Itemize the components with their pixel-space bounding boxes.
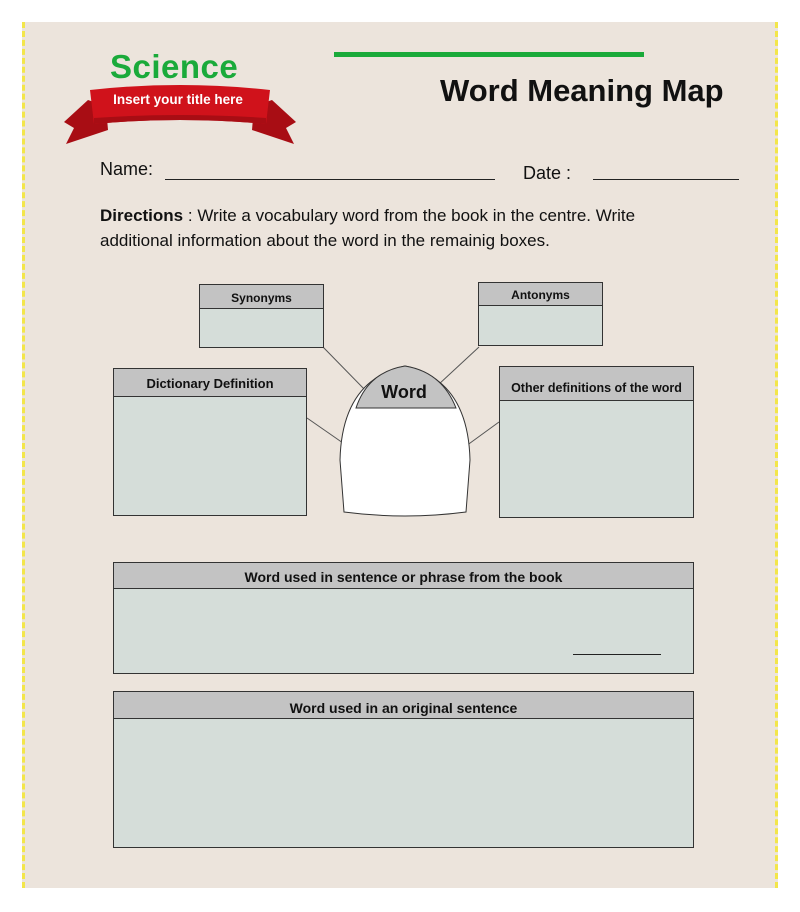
sentence-from-book-header: Word used in sentence or phrase from the book [114,563,693,589]
synonyms-box[interactable] [199,284,324,348]
subject-title: Science [110,48,239,85]
center-word-label: Word [381,382,427,402]
directions-label: Directions [100,206,184,225]
other-definitions-box[interactable] [499,366,694,518]
synonyms-header: Synonyms [200,285,323,309]
page-title: Word Meaning Map [440,73,724,108]
sentence-from-book-box[interactable] [113,562,694,674]
dictionary-definition-header: Dictionary Definition [114,369,306,397]
original-sentence-header: Word used in an original sentence [114,692,693,719]
name-label: Name: [100,159,154,179]
date-label: Date : [523,163,572,183]
directions-separator: : [183,206,198,225]
directions-body: Write a vocabulary word from the book in the centre. Write additional information about the word in the remainig boxes. [100,206,636,250]
other-definitions-header: Other definitions of the word [500,367,693,401]
antonyms-box[interactable] [478,282,603,346]
dictionary-definition-box[interactable] [113,368,307,516]
ribbon-title-text[interactable]: Insert your title here [113,92,243,107]
antonyms-header: Antonyms [479,283,602,306]
original-sentence-box[interactable] [113,691,694,848]
sentence-answer-line [573,654,661,655]
